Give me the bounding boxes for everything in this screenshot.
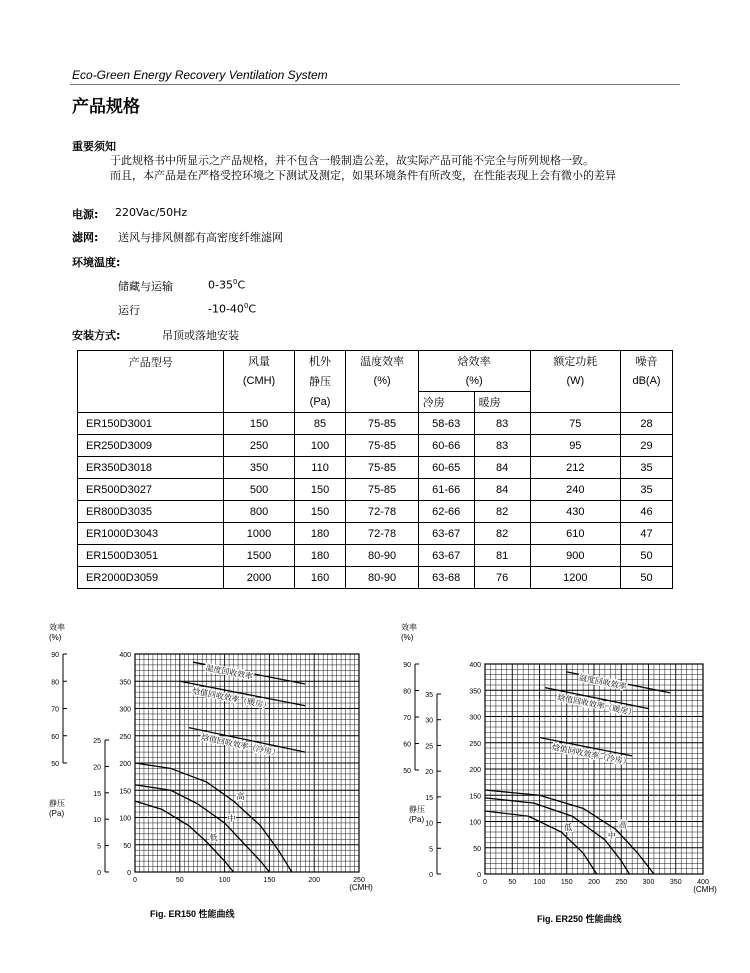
x-tick-label: 100 <box>533 879 546 886</box>
table-cell: 50 <box>621 567 673 589</box>
table-cell: 50 <box>621 545 673 567</box>
y-tick-label: 100 <box>119 815 131 823</box>
x-tick-label: 50 <box>175 877 184 884</box>
table-cell: 63-68 <box>418 567 474 589</box>
table-cell: ER150D3001 <box>78 413 224 435</box>
table-cell: ER1000D3043 <box>78 523 224 545</box>
table-row <box>78 479 673 501</box>
table-cell: 110 <box>294 457 346 479</box>
table-cell: 80-90 <box>346 545 418 567</box>
header-noise-unit: dB(A) <box>621 371 673 392</box>
table-cell: 95 <box>530 435 621 457</box>
install-value: 吊顶或落地安装 <box>162 329 239 342</box>
table-cell: 85 <box>294 413 346 435</box>
pressure-axis-unit: (Pa) <box>49 809 65 818</box>
document-header-title: Eco-Green Energy Recovery Ventilation System <box>72 68 328 82</box>
header-pressure-unit: (Pa) <box>294 392 346 413</box>
table-cell: 58-63 <box>418 413 474 435</box>
pressure-tick-label: 20 <box>425 769 433 777</box>
chart-er150-caption: Fig. ER150 性能曲线 <box>150 909 235 919</box>
x-tick-label: 50 <box>508 879 517 886</box>
x-tick-label: 250 <box>353 877 365 884</box>
efficiency-curve-label: 焓值回收效率（冷房） <box>551 742 632 768</box>
table-cell: 29 <box>621 435 673 457</box>
x-tick-label: 0 <box>133 877 137 884</box>
x-tick-label: 150 <box>263 877 276 884</box>
table-cell: 2000 <box>224 567 294 589</box>
header-temp-eff-unit: (%) <box>346 371 418 392</box>
table-row <box>78 545 673 567</box>
fan-speed-label: 低 <box>209 833 218 843</box>
table-cell: 82 <box>474 501 530 523</box>
chart-er150 <box>45 620 385 900</box>
fan-speed-label: 高 <box>618 820 627 830</box>
header-heat: 暖房 <box>474 392 530 413</box>
pressure-tick-label: 10 <box>425 820 433 828</box>
table-cell: 610 <box>530 523 621 545</box>
y-tick-label: 50 <box>123 842 131 850</box>
pressure-tick-label: 20 <box>93 764 101 772</box>
y-tick-label: 350 <box>119 679 131 687</box>
header-cool: 冷房 <box>418 392 474 413</box>
notice-heading: 重要须知 <box>72 140 116 153</box>
efficiency-curve-label: 焓值回收效率（暖房） <box>191 686 272 711</box>
y-tick-label: 300 <box>469 714 481 722</box>
table-cell: ER500D3027 <box>78 479 224 501</box>
table-cell: ER800D3035 <box>78 501 224 523</box>
filter-label: 滤网: <box>72 231 99 244</box>
pressure-axis-label: 静压 <box>409 805 425 814</box>
pressure-tick-label: 0 <box>97 870 101 877</box>
efficiency-curve-label: 焓值回收效率（冷房） <box>200 732 281 759</box>
table-cell: 63-67 <box>418 545 474 567</box>
table-cell: 150 <box>294 501 346 523</box>
table-cell: 160 <box>294 567 346 589</box>
table-row <box>78 435 673 457</box>
y-tick-label: 50 <box>473 845 481 853</box>
power-value: 220Vac/50Hz <box>115 206 188 219</box>
eff-tick-label: 80 <box>51 679 59 687</box>
table-cell: 83 <box>474 435 530 457</box>
y-tick-label: 150 <box>469 793 481 801</box>
table-cell: ER350D3018 <box>78 457 224 479</box>
table-cell: 75-85 <box>346 457 418 479</box>
eff-tick-label: 60 <box>403 741 411 749</box>
header-power-blank <box>530 392 621 413</box>
eff-tick-label: 90 <box>51 652 59 659</box>
table-row <box>78 413 673 435</box>
table-cell: 81 <box>474 545 530 567</box>
pressure-tick-label: 5 <box>97 843 101 851</box>
table-cell: 62-66 <box>418 501 474 523</box>
table-cell: 212 <box>530 457 621 479</box>
table-cell: 500 <box>224 479 294 501</box>
table-cell: 84 <box>474 457 530 479</box>
eff-axis-label: 效率 <box>49 623 65 632</box>
chart-er250 <box>395 620 720 900</box>
table-row <box>78 457 673 479</box>
header-power-unit: (W) <box>530 371 621 392</box>
header-temp-blank <box>346 392 418 413</box>
y-tick-label: 200 <box>119 761 131 768</box>
x-tick-label: 400 <box>697 879 709 886</box>
pressure-axis-label: 静压 <box>49 799 65 808</box>
x-axis-unit: (CMH) <box>349 883 373 892</box>
table-cell: 75-85 <box>346 435 418 457</box>
header-model: 产品型号 <box>78 351 224 413</box>
fan-speed-label: 高 <box>236 792 245 802</box>
header-pressure-1: 机外 <box>294 351 346 372</box>
run-label: 运行 <box>118 304 140 317</box>
storage-label: 储藏与运输 <box>118 280 173 293</box>
header-noise: 噪音 <box>621 351 673 372</box>
header-airflow-blank <box>224 392 294 413</box>
table-cell: 100 <box>294 435 346 457</box>
table-cell: ER250D3009 <box>78 435 224 457</box>
storage-temp: $0-35^0C$ <box>208 278 246 292</box>
table-cell: 28 <box>621 413 673 435</box>
table-cell: 430 <box>530 501 621 523</box>
y-tick-label: 300 <box>119 706 131 714</box>
pressure-tick-label: 30 <box>425 717 433 725</box>
pressure-tick-label: 35 <box>425 692 433 699</box>
table-cell: 1200 <box>530 567 621 589</box>
y-tick-label: 250 <box>119 733 131 741</box>
table-cell: ER2000D3059 <box>78 567 224 589</box>
header-enth-eff-unit: (%) <box>418 371 530 392</box>
eff-tick-label: 60 <box>51 733 59 741</box>
pressure-tick-label: 10 <box>93 817 101 825</box>
efficiency-curve-label: 温度回收效率 <box>578 673 628 692</box>
eff-tick-label: 50 <box>403 768 411 775</box>
table-cell: 47 <box>621 523 673 545</box>
table-cell: 250 <box>224 435 294 457</box>
table-row <box>78 567 673 589</box>
x-tick-label: 250 <box>615 879 628 886</box>
fan-speed-label: 低 <box>564 823 573 832</box>
table-cell: 180 <box>294 545 346 567</box>
table-row <box>78 501 673 523</box>
pressure-tick-label: 15 <box>425 794 433 802</box>
table-cell: 63-67 <box>418 523 474 545</box>
header-divider <box>70 84 680 85</box>
eff-axis-unit: (%) <box>49 633 62 642</box>
x-tick-label: 150 <box>560 879 573 886</box>
pressure-tick-label: 5 <box>429 846 433 854</box>
eff-tick-label: 70 <box>403 715 411 722</box>
chart-er250-svg <box>395 620 720 900</box>
header-temp-eff: 温度效率 <box>346 351 418 372</box>
filter-value: 送风与排风侧都有高密度纤维滤网 <box>118 231 283 244</box>
table-cell: 75-85 <box>346 413 418 435</box>
header-airflow: 风量 <box>224 351 294 372</box>
y-tick-label: 0 <box>477 872 481 879</box>
header-power: 额定功耗 <box>530 351 621 372</box>
table-cell: 84 <box>474 479 530 501</box>
eff-axis-unit: (%) <box>401 633 414 642</box>
x-tick-label: 200 <box>588 879 600 886</box>
fan-speed-label: 中 <box>607 830 616 840</box>
y-tick-label: 250 <box>469 740 481 748</box>
x-tick-label: 100 <box>218 877 231 884</box>
table-cell: 60-65 <box>418 457 474 479</box>
x-tick-label: 0 <box>483 879 487 886</box>
run-temp: $-10-40^0C$ <box>208 302 257 316</box>
chart-er250-caption: Fig. ER250 性能曲线 <box>537 914 622 924</box>
table-cell: 46 <box>621 501 673 523</box>
header-enth-eff: 焓效率 <box>418 351 530 372</box>
install-label: 安装方式: <box>72 329 121 342</box>
table-cell: 150 <box>294 479 346 501</box>
spec-table <box>77 350 673 589</box>
table-cell: 350 <box>224 457 294 479</box>
y-tick-label: 150 <box>119 788 131 796</box>
table-cell: 72-78 <box>346 501 418 523</box>
table-cell: 60-66 <box>418 435 474 457</box>
eff-tick-label: 50 <box>51 761 59 768</box>
header-airflow-unit: (CMH) <box>224 371 294 392</box>
notice-line-1: 于此规格书中所显示之产品规格，并不包含一般制造公差，故实际产品可能不完全与所列规格一致。 <box>110 154 594 167</box>
pressure-tick-label: 25 <box>93 738 101 745</box>
y-tick-label: 400 <box>119 652 131 659</box>
table-cell: 800 <box>224 501 294 523</box>
chart-er150-svg <box>45 620 385 900</box>
eff-tick-label: 70 <box>51 706 59 714</box>
y-tick-label: 350 <box>469 688 481 696</box>
y-tick-label: 400 <box>469 662 481 669</box>
fan-speed-label: 中 <box>227 813 236 823</box>
y-tick-label: 100 <box>469 819 481 827</box>
eff-tick-label: 80 <box>403 688 411 696</box>
x-tick-label: 300 <box>642 879 655 886</box>
header-noise-blank <box>621 392 673 413</box>
y-tick-label: 200 <box>469 767 481 774</box>
table-cell: 61-66 <box>418 479 474 501</box>
eff-axis-label: 效率 <box>401 623 417 632</box>
table-cell: 1000 <box>224 523 294 545</box>
table-cell: 82 <box>474 523 530 545</box>
table-cell: 35 <box>621 479 673 501</box>
table-cell: 1500 <box>224 545 294 567</box>
power-label: 电源: <box>72 208 99 221</box>
notice-line-2: 而且，本产品是在严格受控环境之下测试及测定，如果环境条件有所改变，在性能表现上会有微小的差异 <box>110 169 616 182</box>
pressure-tick-label: 25 <box>425 743 433 751</box>
table-cell: ER1500D3051 <box>78 545 224 567</box>
table-row <box>78 523 673 545</box>
x-tick-label: 200 <box>308 877 321 884</box>
eff-tick-label: 90 <box>403 662 411 669</box>
table-header-row-1 <box>78 351 673 372</box>
pressure-axis-unit: (Pa) <box>409 815 425 824</box>
table-cell: 76 <box>474 567 530 589</box>
x-tick-label: 350 <box>669 879 682 886</box>
table-cell: 83 <box>474 413 530 435</box>
page-title: 产品规格 <box>72 97 140 117</box>
header-pressure-2: 静压 <box>294 371 346 392</box>
efficiency-curve-label: 温度回收效率 <box>204 663 254 682</box>
efficiency-curve-label: 焓值回收效率（暖房） <box>556 692 637 718</box>
y-tick-label: 0 <box>127 870 131 877</box>
table-cell: 240 <box>530 479 621 501</box>
table-cell: 900 <box>530 545 621 567</box>
x-axis-unit: (CMH) <box>693 885 717 894</box>
env-temp-label: 环境温度: <box>72 256 121 269</box>
table-cell: 75-85 <box>346 479 418 501</box>
table-cell: 75 <box>530 413 621 435</box>
pressure-tick-label: 0 <box>429 872 433 879</box>
table-cell: 72-78 <box>346 523 418 545</box>
table-cell: 180 <box>294 523 346 545</box>
table-cell: 35 <box>621 457 673 479</box>
pressure-tick-label: 15 <box>93 790 101 798</box>
table-cell: 150 <box>224 413 294 435</box>
table-cell: 80-90 <box>346 567 418 589</box>
